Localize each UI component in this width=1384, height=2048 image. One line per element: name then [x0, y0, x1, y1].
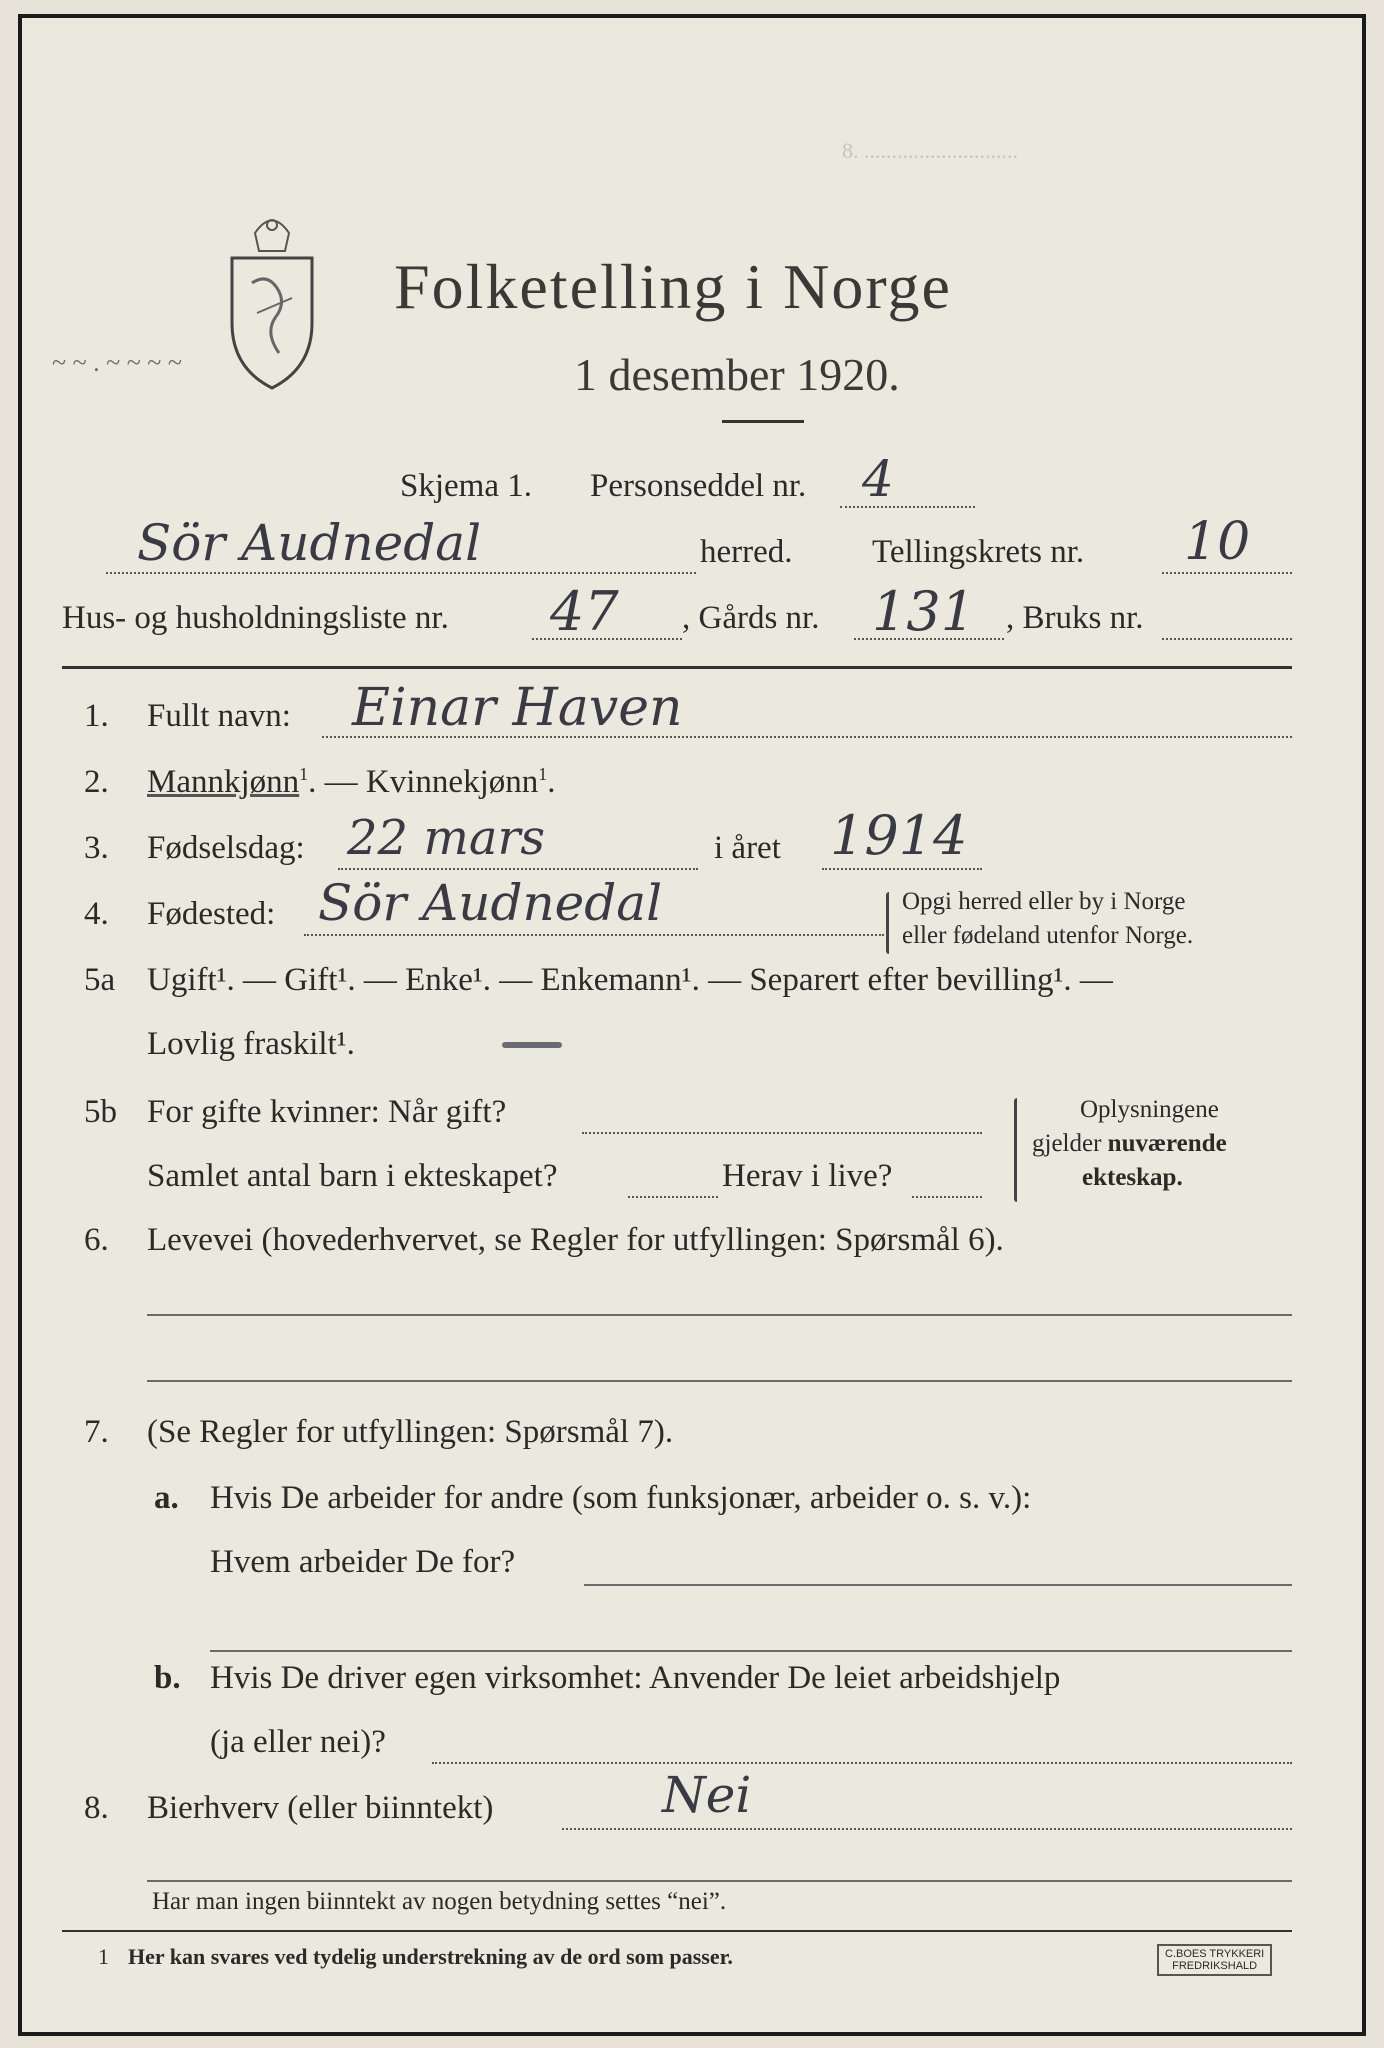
- birth-year-value: 1914: [830, 804, 968, 867]
- marriage-note-line3: ekteskap.: [1082, 1164, 1183, 1191]
- children-count-field[interactable]: [628, 1196, 718, 1198]
- occupation-label: Levevei (hovederhvervet, se Regler for utfyllingen: Spørsmål 6).: [147, 1222, 1004, 1258]
- pencil-mark: [502, 1042, 562, 1048]
- q5b-number: 5b: [84, 1094, 117, 1130]
- footnote-mark: 1: [98, 1944, 109, 1969]
- no-income-note: Har man ingen biinntekt av nogen betydning settes “nei”.: [152, 1888, 727, 1915]
- tellingskrets-label: Tellingskrets nr.: [872, 534, 1085, 570]
- q1-number: 1.: [84, 698, 109, 734]
- tellingskrets-field[interactable]: [1162, 572, 1292, 574]
- employer-label: Hvem arbeider De for?: [210, 1544, 516, 1580]
- children-alive-field[interactable]: [912, 1196, 982, 1198]
- personseddel-field[interactable]: [840, 506, 975, 508]
- q6-number: 6.: [84, 1222, 109, 1258]
- personseddel-value: 4: [862, 450, 894, 508]
- census-date: 1 desember 1920.: [574, 349, 900, 400]
- schema-label: Skjema 1.: [400, 468, 532, 504]
- bleed-through-text: 8. ............................: [842, 138, 1018, 163]
- q7a-question: Hvis De arbeider for andre (som funksjonær, arbeider o. s. v.):: [210, 1480, 1032, 1516]
- children-alive-label: Herav i live?: [722, 1158, 893, 1194]
- tellingskrets-value: 10: [1184, 512, 1251, 572]
- birth-date-value: 22 mars: [347, 810, 546, 866]
- marriage-note-line2: gjelder nuværende: [1032, 1130, 1227, 1157]
- q7b-letter: b.: [154, 1660, 181, 1696]
- birth-year-field[interactable]: [822, 868, 982, 870]
- marital-status-options[interactable]: Ugift¹. — Gift¹. — Enke¹. — Enkemann¹. — Separert efter bevilling¹. —: [147, 962, 1113, 998]
- q4-label: Fødested:: [147, 896, 276, 932]
- gards-label: , Gårds nr.: [682, 600, 820, 636]
- coat-of-arms-icon: [217, 203, 327, 393]
- birth-year-label: i året: [714, 830, 781, 866]
- form-title: Folketelling i Norge: [394, 251, 952, 322]
- q4-number: 4.: [84, 896, 109, 932]
- side-income-line2[interactable]: [147, 1880, 1292, 1882]
- q2-options: Mannkjønn$^1$. — Kvinnekjønn$^1$.: [147, 764, 556, 800]
- q7-number: 7.: [84, 1414, 109, 1450]
- q7a-letter: a.: [154, 1480, 179, 1516]
- side-income-label: Bierhverv (eller biinntekt): [147, 1790, 494, 1826]
- herred-field[interactable]: [106, 572, 696, 574]
- hired-help-label: (ja eller nei)?: [210, 1724, 386, 1760]
- employer-field[interactable]: [584, 1584, 1292, 1586]
- side-income-value: Nei: [662, 1766, 752, 1824]
- title-divider: [722, 420, 804, 423]
- birthplace-note-line2: eller fødeland utenfor Norge.: [902, 922, 1194, 949]
- footnote-text: Her kan svares ved tydelig understrekning av de ord som passer.: [128, 1944, 733, 1969]
- bruks-field[interactable]: [1162, 638, 1292, 640]
- birthplace-field[interactable]: [304, 934, 884, 936]
- female-option[interactable]: Kvinnekjønn: [365, 764, 539, 800]
- birth-date-field[interactable]: [338, 868, 698, 870]
- male-option[interactable]: Mannkjønn: [147, 764, 300, 800]
- pencil-scribble: ~ ~ . ~ ~ ~ ~: [52, 348, 182, 377]
- gards-value: 131: [872, 580, 976, 643]
- q8-number: 8.: [84, 1790, 109, 1826]
- birthplace-note-line1: Opgi herred eller by i Norge: [902, 888, 1186, 915]
- birthplace-value: Sör Audnedal: [318, 874, 663, 932]
- children-count-label: Samlet antal barn i ekteskapet?: [147, 1158, 558, 1194]
- birthplace-note-brace: [886, 892, 889, 954]
- marriage-note-line1: Oplysningene: [1080, 1096, 1219, 1123]
- footer-divider: [62, 1930, 1292, 1932]
- q7-label: (Se Regler for utfyllingen: Spørsmål 7).: [147, 1414, 674, 1450]
- occupation-line2[interactable]: [147, 1380, 1292, 1382]
- household-list-value: 47: [550, 580, 619, 643]
- q7b-question: Hvis De driver egen virksomhet: Anvender De leiet arbeidshjelp: [210, 1660, 1061, 1696]
- herred-value: Sör Audnedal: [137, 514, 482, 572]
- side-income-field[interactable]: [562, 1828, 1292, 1830]
- bruks-label: , Bruks nr.: [1006, 600, 1144, 636]
- q3-label: Fødselsdag:: [147, 830, 305, 866]
- census-form-page: [18, 14, 1366, 2036]
- q3-number: 3.: [84, 830, 109, 866]
- occupation-line1[interactable]: [147, 1314, 1292, 1316]
- hired-help-field[interactable]: [432, 1762, 1292, 1764]
- header-divider: [62, 666, 1292, 669]
- printer-stamp: C.BOES TRYKKERI FREDRIKSHALD: [1157, 1944, 1272, 1976]
- married-when-label: For gifte kvinner: Når gift?: [147, 1094, 507, 1130]
- household-list-label: Hus- og husholdningsliste nr.: [62, 600, 449, 636]
- marriage-note-brace: [1014, 1098, 1017, 1202]
- personseddel-label: Personseddel nr.: [590, 468, 807, 504]
- full-name-value: Einar Haven: [352, 678, 683, 738]
- employer-field-line2[interactable]: [210, 1650, 1292, 1652]
- q2-number: 2.: [84, 764, 109, 800]
- herred-label: herred.: [700, 534, 793, 570]
- marital-status-divorced[interactable]: Lovlig fraskilt¹.: [147, 1026, 355, 1062]
- q5a-number: 5a: [84, 962, 116, 998]
- married-when-field[interactable]: [582, 1132, 982, 1134]
- q1-label: Fullt navn:: [147, 698, 291, 734]
